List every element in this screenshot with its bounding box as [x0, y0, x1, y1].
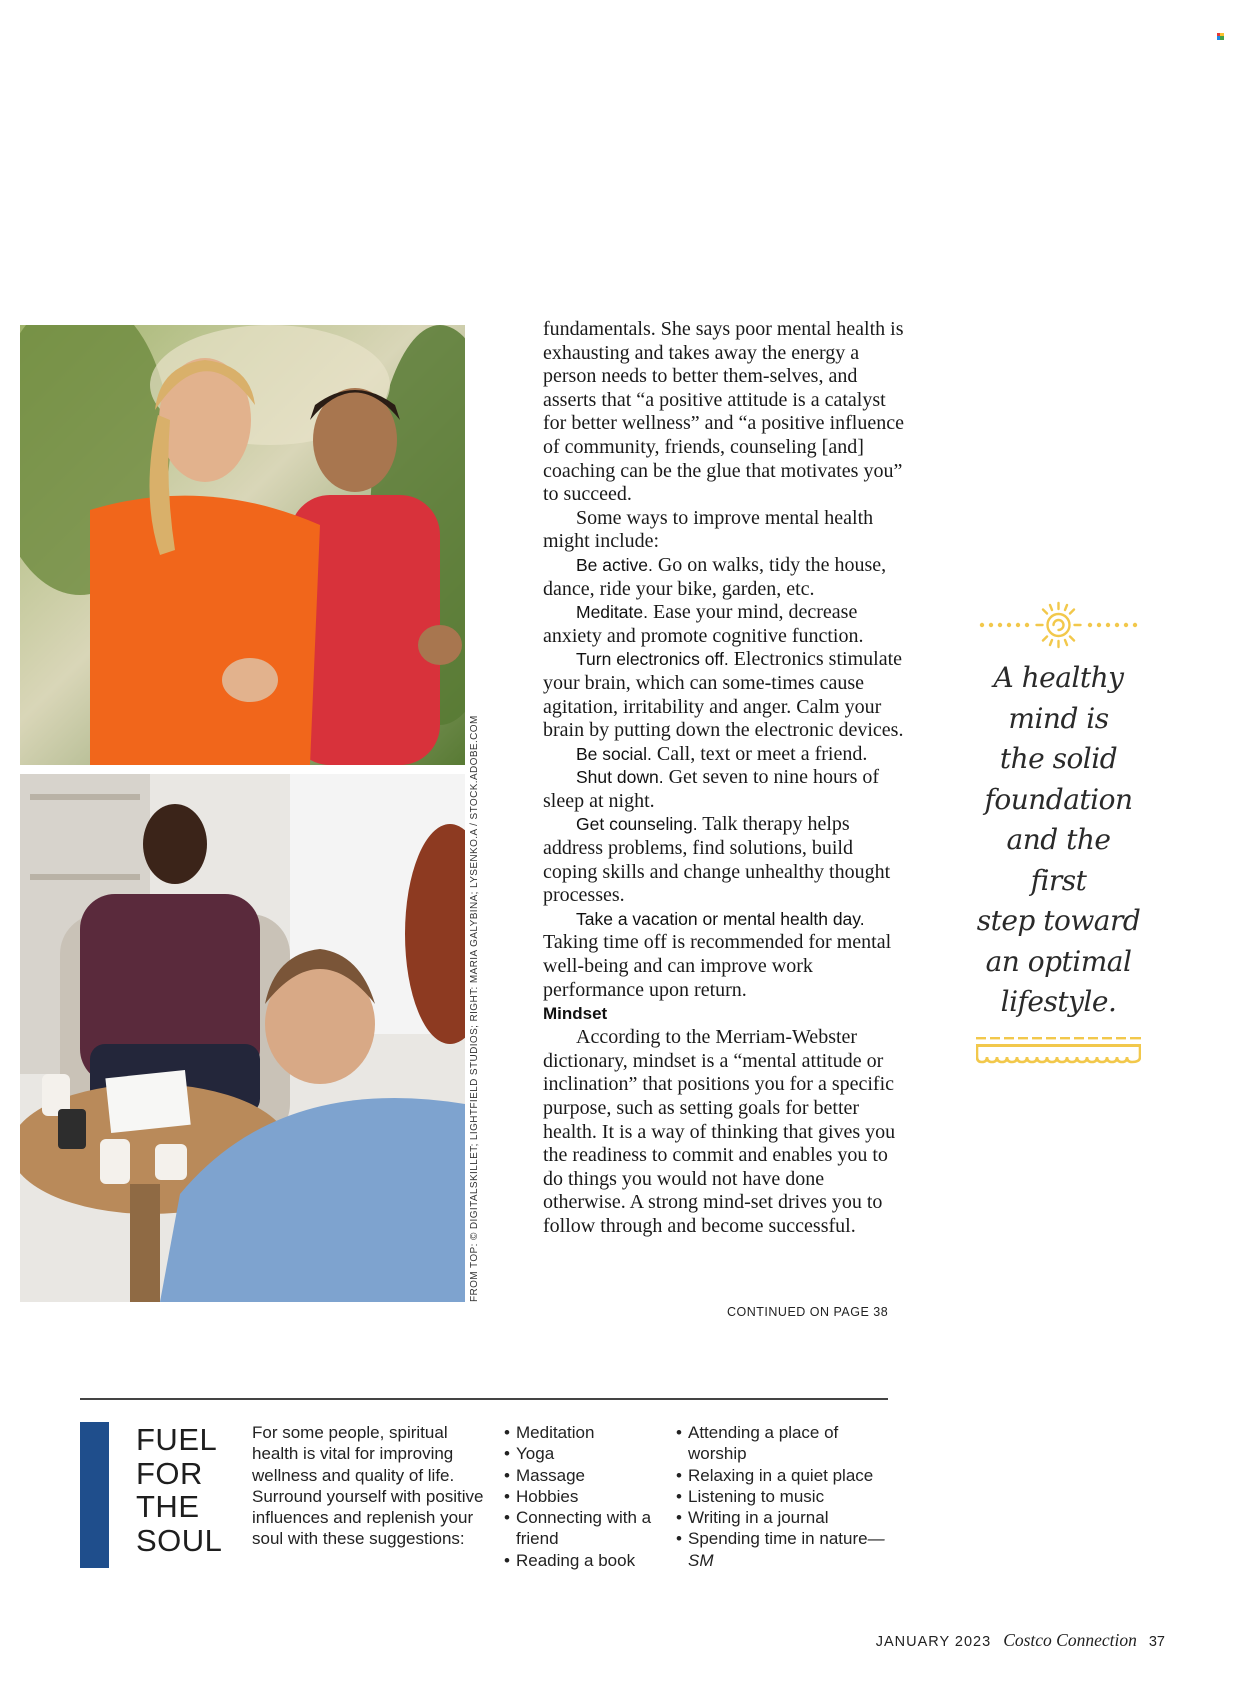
tip-lead: Turn electronics off. — [576, 649, 729, 670]
issue-date: JANUARY 2023 — [875, 1634, 992, 1650]
pull-quote-line: lifestyle. — [1000, 985, 1117, 1018]
list-item: • Listening to music — [676, 1486, 896, 1507]
page-number: 37 — [1148, 1634, 1165, 1650]
tip-lead: Be active. — [576, 554, 653, 575]
article-paragraph: Some ways to improve mental health might include: — [543, 506, 874, 553]
list-item: • Attending a place of worship — [676, 1422, 896, 1465]
article-paragraph: According to the Merriam-Webster dictionary, mindset is a “mental attitude or inclination” that positions you for a specific purpose, such as setting goals for better health. It is a way of thinking that gives you the readiness to commit and enables you to do things you would not have done otherwise. A strong mind-set drives you to follow through and become successful. — [543, 1026, 896, 1237]
tip-text: Electronics stimulate your brain, which can some-times cause agitation, irritability and anger. Calm your brain by putting down the electronic devices. — [543, 648, 904, 742]
list-item: • Writing in a journal — [676, 1507, 896, 1528]
sidebar-accent-bar — [80, 1422, 109, 1568]
sidebar-intro: For some people, spiritual health is vital for improving wellness and quality of life. Surround yourself with positive influences and replenish your soul with these suggestions: — [252, 1423, 484, 1549]
tip-text: Taking time off is recommended for mental well-being and can improve work performance upon return. — [543, 931, 892, 1001]
list-item: • Massage — [504, 1465, 664, 1486]
article-body — [543, 318, 908, 1239]
tip-lead: Be social. — [576, 743, 652, 764]
tip-item — [543, 554, 908, 601]
author-signature: —SM — [688, 1529, 885, 1570]
article-paragraph: fundamentals. She says poor mental health is exhausting and takes away the energy a person needs to better them-selves, and asserts that “a positive attitude is a catalyst for better wellness” and “a positive influence of community, friends, counseling [and] coaching can be the glue that motivates you” to succeed. — [543, 318, 904, 506]
tip-lead: Shut down. — [576, 767, 664, 788]
list-item: • Reading a book — [504, 1550, 664, 1571]
pull-quote-line: the solid — [999, 742, 1118, 775]
sidebar-title-line: THE — [136, 1489, 200, 1524]
tip-text: Get seven to nine hours of sleep at night. — [543, 766, 880, 812]
list-item: • Connecting with a friend — [504, 1507, 664, 1550]
photo-two-women-walking — [20, 325, 465, 765]
pull-quote-text — [976, 658, 1141, 1023]
continued-notice: CONTINUED ON PAGE 38 — [727, 1305, 889, 1319]
sun-icon — [976, 600, 1141, 650]
pull-quote-line: and the first — [1006, 823, 1111, 897]
magazine-name: Costco Connection — [1003, 1630, 1137, 1650]
sidebar-title-line: FUEL — [136, 1422, 218, 1457]
pull-quote-line: foundation — [984, 782, 1133, 816]
sidebar-title-line: FOR — [136, 1455, 203, 1491]
tip-item — [543, 648, 908, 742]
suggestions-list — [504, 1422, 664, 1571]
list-item: • Hobbies — [504, 1486, 664, 1507]
page-footer — [876, 1630, 1165, 1651]
photo-counseling-session — [20, 774, 465, 1302]
sidebar-title — [136, 1423, 246, 1557]
photo-credit: FROM TOP: © DIGITALSKILLET; LIGHTFIELD STUDIOS; RIGHT: MARIA GALYBINA; LYSENKO.A / STOCK.ADOBE.COM — [469, 715, 480, 1302]
tip-item — [543, 743, 908, 767]
list-item: • Relaxing in a quiet place — [676, 1465, 896, 1486]
tip-lead: Get counseling. — [576, 814, 698, 835]
list-item — [676, 1528, 896, 1571]
tip-text: Talk therapy helps address problems, find solutions, build coping skills and change unhealthy thought processes. — [543, 813, 891, 907]
list-item: • Yoga — [504, 1443, 664, 1464]
list-item: • Meditation — [504, 1422, 664, 1443]
pull-quote-line: an optimal — [985, 944, 1132, 978]
tip-lead: Take a vacation or mental health day. — [576, 908, 865, 929]
scalloped-border-ornament — [976, 1037, 1141, 1065]
sidebar-divider — [80, 1398, 888, 1400]
tip-text: Call, text or meet a friend. — [651, 742, 868, 765]
pull-quote-line: step toward — [976, 904, 1141, 937]
suggestions-list — [676, 1422, 896, 1571]
pull-quote-line: mind is — [1008, 701, 1109, 735]
sidebar-title-line: SOUL — [136, 1522, 223, 1558]
pull-quote — [976, 600, 1141, 1065]
pull-quote-line: A healthy — [993, 661, 1124, 694]
tip-text: Ease your mind, decrease anxiety and promote cognitive function. — [543, 601, 864, 647]
tip-lead: Meditate. — [576, 602, 648, 623]
tip-item — [543, 766, 908, 813]
tip-item — [543, 813, 908, 907]
printer-color-mark — [1217, 33, 1224, 40]
tip-item — [543, 908, 908, 1002]
tip-text: Go on walks, tidy the house, dance, ride your bike, garden, etc. — [543, 553, 887, 600]
tip-item — [543, 601, 908, 648]
section-heading-mindset: Mindset — [543, 1004, 608, 1024]
list-item-text: Spending time in nature — [688, 1529, 868, 1549]
